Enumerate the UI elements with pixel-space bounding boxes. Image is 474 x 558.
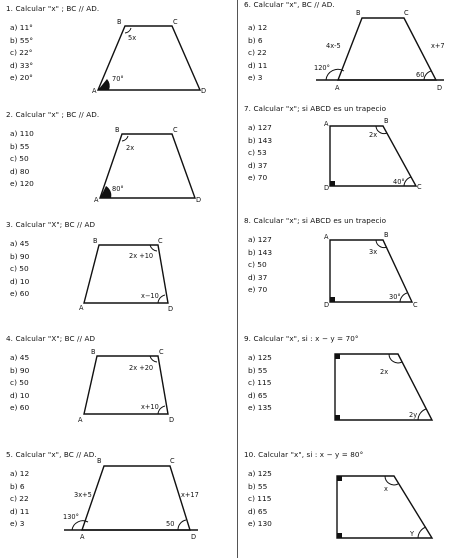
- option-a: a) 125: [248, 469, 272, 478]
- problem-title: 10. Calcular "x", si : x − y = 80°: [244, 450, 364, 459]
- option-b: b) 55: [248, 365, 268, 375]
- problem-10: [238, 446, 474, 556]
- option-e: e) 3: [10, 519, 25, 529]
- vertex-a-label: A: [79, 304, 84, 312]
- option-d: d) 65: [248, 506, 268, 516]
- option-a: a) 45: [10, 353, 30, 362]
- vertex-b-label: B: [117, 18, 122, 26]
- problem-2: [0, 106, 236, 216]
- option-a: a) 125: [248, 353, 272, 362]
- vertex-a-label: A: [80, 533, 85, 541]
- angle-c-label: 30°: [389, 293, 401, 301]
- option-b: b) 143: [248, 135, 273, 145]
- vertex-b-label: B: [356, 9, 361, 17]
- vertex-d-label: D: [196, 196, 202, 204]
- problem-3: [0, 216, 236, 326]
- option-a: a) 110: [10, 129, 34, 138]
- option-e: e) 130: [248, 519, 272, 529]
- vertex-b-label: B: [115, 126, 120, 134]
- option-b: b) 55°: [10, 35, 34, 45]
- option-d: d) 65: [248, 390, 268, 400]
- trapezoid-figure: [238, 446, 474, 556]
- trapezoid-figure: [238, 100, 474, 210]
- option-b: b) 143: [248, 247, 273, 257]
- vertex-a-label: A: [78, 416, 83, 424]
- option-c: c) 50: [10, 154, 29, 164]
- option-e: e) 70: [248, 173, 268, 183]
- option-b: b) 55: [10, 141, 30, 151]
- problem-6: [238, 0, 474, 110]
- trapezoid-figure: [0, 106, 236, 216]
- option-d: d) 10: [10, 390, 30, 400]
- vertex-a-label: A: [335, 84, 340, 92]
- option-c: c) 22: [248, 48, 267, 58]
- vertex-b-label: B: [384, 231, 389, 239]
- vertex-a-label: A: [324, 233, 329, 241]
- option-c: c) 53: [248, 148, 267, 158]
- problem-title: 3. Calcular "X"; BC // AD: [6, 220, 96, 229]
- vertex-d-label: D: [191, 533, 197, 541]
- option-b: b) 6: [10, 481, 25, 491]
- angle-top-label: 2x: [380, 368, 389, 376]
- option-c: c) 115: [248, 378, 272, 388]
- problem-8: [238, 212, 474, 322]
- option-e: e) 60: [10, 403, 30, 413]
- exterior-angle-label: 130°: [63, 513, 79, 521]
- option-a: a) 45: [10, 239, 30, 248]
- problem-4: [0, 330, 236, 440]
- trapezoid-figure: [0, 0, 236, 110]
- option-a: a) 127: [248, 123, 272, 132]
- vertex-c-label: C: [417, 183, 422, 191]
- option-b: b) 6: [248, 35, 263, 45]
- option-d: d) 10: [10, 276, 30, 286]
- side-cd-label: x+17: [181, 491, 199, 499]
- problem-1: [0, 0, 236, 110]
- option-c: c) 50: [10, 378, 29, 388]
- problem-title: 2. Calcular "x" ; BC // AD.: [6, 110, 100, 119]
- side-cd-label: x+7: [431, 42, 445, 50]
- trapezoid-figure: [0, 330, 236, 440]
- option-d: d) 80: [10, 166, 30, 176]
- vertex-c-label: C: [404, 9, 409, 17]
- vertex-d-label: D: [168, 305, 174, 313]
- option-c: c) 22: [10, 494, 29, 504]
- option-d: d) 33°: [10, 60, 34, 70]
- option-b: b) 90: [10, 251, 30, 261]
- angle-bottom-label: Y: [410, 530, 415, 538]
- vertex-c-label: C: [173, 126, 178, 134]
- vertex-b-label: B: [91, 348, 96, 356]
- vertex-d-label: D: [201, 87, 207, 95]
- vertex-c-label: C: [170, 457, 175, 465]
- option-a: a) 12: [10, 469, 30, 478]
- trapezoid-figure: [238, 212, 474, 322]
- option-d: d) 37: [248, 272, 268, 282]
- option-e: e) 3: [248, 73, 263, 83]
- option-a: a) 127: [248, 235, 272, 244]
- side-ab-label: 3x+5: [74, 491, 92, 499]
- trapezoid-figure: [238, 330, 474, 440]
- side-ab-label: 4x-5: [326, 42, 341, 50]
- angle-a-label: 70°: [112, 75, 124, 83]
- angle-c-label: 2x +10: [129, 252, 154, 260]
- angle-bottom-label: 2y: [409, 411, 418, 419]
- angle-b-label: 5x: [128, 34, 137, 42]
- trapezoid-figure: [238, 0, 474, 110]
- vertex-b-label: B: [97, 457, 102, 465]
- vertex-c-label: C: [159, 348, 164, 356]
- angle-c-label: 2x +20: [129, 364, 154, 372]
- vertex-d-label: D: [324, 301, 330, 309]
- vertex-b-label: B: [93, 237, 98, 245]
- problem-7: [238, 100, 474, 210]
- option-d: d) 11: [10, 506, 30, 516]
- option-a: a) 12: [248, 23, 268, 32]
- problem-title: 8. Calcular "x"; si ABCD es un trapecio: [244, 216, 387, 225]
- trapezoid-figure: [0, 216, 236, 326]
- option-c: c) 50: [248, 260, 267, 270]
- angle-b-label: 2x: [126, 144, 135, 152]
- angle-c-label: 40°: [393, 178, 405, 186]
- vertex-d-label: D: [169, 416, 175, 424]
- vertex-d-label: D: [437, 84, 443, 92]
- trapezoid-figure: [0, 446, 236, 556]
- angle-d-label: 50: [166, 520, 175, 528]
- vertex-d-label: D: [324, 184, 330, 192]
- vertex-c-label: C: [173, 18, 178, 26]
- vertex-c-label: C: [413, 301, 418, 309]
- vertex-a-label: A: [92, 87, 97, 95]
- problem-title: 5. Calcular "x", BC // AD.: [6, 450, 97, 459]
- vertex-c-label: C: [158, 237, 163, 245]
- angle-b-label: 3x: [369, 248, 378, 256]
- angle-b-label: 2x: [369, 131, 378, 139]
- option-e: e) 135: [248, 403, 272, 413]
- problem-5: [0, 446, 236, 556]
- problem-title: 6. Calcular "x", BC // AD.: [244, 0, 335, 9]
- angle-top-label: x: [384, 485, 388, 493]
- option-d: d) 37: [248, 160, 268, 170]
- angle-a-label: 80°: [112, 185, 124, 193]
- problem-9: [238, 330, 474, 440]
- option-e: e) 120: [10, 179, 34, 189]
- vertex-b-label: B: [384, 117, 389, 125]
- vertex-a-label: A: [94, 196, 99, 204]
- option-c: c) 115: [248, 494, 272, 504]
- exterior-angle-label: 120°: [314, 64, 330, 72]
- problem-title: 1. Calcular "x" ; BC // AD.: [6, 4, 100, 13]
- option-b: b) 90: [10, 365, 30, 375]
- vertex-a-label: A: [324, 120, 329, 128]
- angle-d-label: 60: [416, 71, 425, 79]
- option-d: d) 11: [248, 60, 268, 70]
- problem-title: 9. Calcular "x", si : x − y = 70°: [244, 334, 359, 343]
- option-e: e) 60: [10, 289, 30, 299]
- angle-d-label: x+10: [141, 403, 159, 411]
- option-c: c) 22°: [10, 48, 33, 58]
- problem-title: 4. Calcular "X"; BC // AD: [6, 334, 96, 343]
- option-b: b) 55: [248, 481, 268, 491]
- option-c: c) 50: [10, 264, 29, 274]
- angle-d-label: x−10: [141, 292, 159, 300]
- option-a: a) 11°: [10, 23, 33, 32]
- option-e: e) 70: [248, 285, 268, 295]
- problem-title: 7. Calcular "x"; si ABCD es un trapecio: [244, 104, 387, 113]
- option-e: e) 20°: [10, 73, 33, 83]
